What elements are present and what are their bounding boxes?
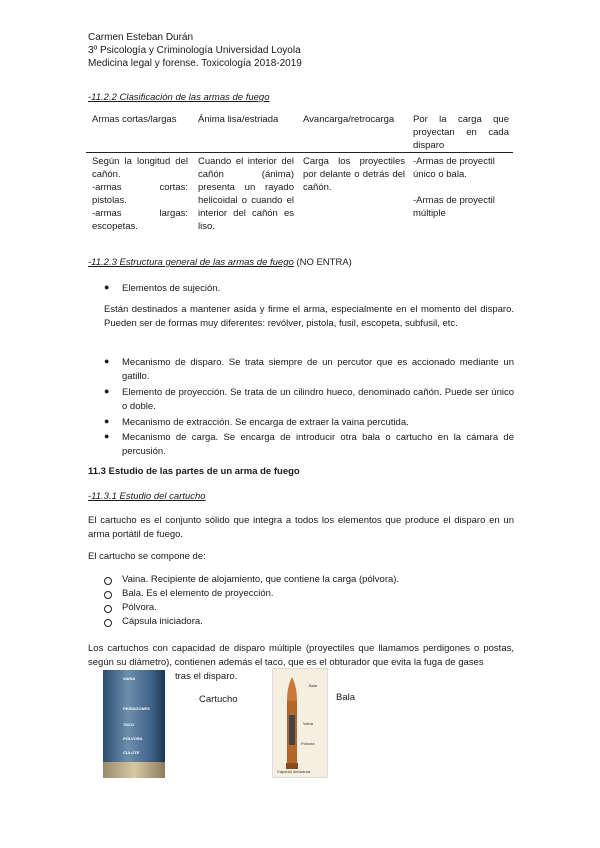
section-1123-note: (NO ENTRA) (293, 257, 352, 268)
header-author: Carmen Esteban Durán (88, 32, 194, 43)
bala-image (272, 668, 328, 778)
table-cell-anima: Cuando el interior del cañón (ánima) presenta un rayado helicoidal o cuando el interior del cañón es liso. (198, 156, 294, 232)
cell-text: -Armas de proyectil único o bala. (413, 156, 495, 180)
cartucho-image (103, 670, 165, 778)
bullet-dot: ● (104, 386, 110, 396)
cartucho-label: Cartucho (199, 694, 238, 705)
multiple-projectile-paragraph: Los cartuchos con capacidad de disparo múltiple (proyectiles que llamamos perdigones o postas, según su diámetro), contienen además el taco, que es el obturador que evita la fuga de gases (88, 643, 514, 668)
circle-bullet (104, 591, 112, 599)
cartucho-base (103, 762, 165, 778)
item-capsula: Cápsula iniciadora. (122, 616, 203, 627)
table-cell-length (92, 155, 188, 233)
item-vaina: Vaina. Recipiente de alojamiento, que contiene la carga (pólvora). (122, 574, 400, 585)
section-1122-title: -11.2.2 Clasificación de las armas de fuego (88, 92, 270, 103)
cartucho-definition: El cartucho es el conjunto sólido que integra a todos los elementos que produce el disparo en un arma portátil de fuego. (88, 515, 514, 540)
cartucho-part-label: VAINA (123, 676, 136, 681)
bullet-illustration (285, 675, 299, 771)
table-header-4: Por la carga que proyectan en cada disparo (413, 114, 509, 151)
section-113-number: 11.3 (88, 466, 106, 477)
bala-part-label: Pólvora (301, 741, 315, 746)
circle-bullet (104, 605, 112, 613)
circle-bullet (104, 577, 112, 585)
item-bala: Bala. Es el elemento de proyección. (122, 588, 274, 599)
bullet-extraccion: Mecanismo de extracción. Se encarga de extraer la vaina percutida. (122, 417, 409, 428)
bullet-proyeccion: Elemento de proyección. Se trata de un cilindro hueco, denominado cañón. Puede ser único o doble. (122, 387, 514, 412)
bala-part-label: Vaina (303, 721, 313, 726)
sujecion-paragraph: Están destinados a mantener asida y firme el arma, especialmente en el momento del disparo. Pueden ser de formas muy diferentes: revólver, pistola, fusil, escopeta, subfusil, etc. (104, 304, 514, 329)
table-cell-carga: Carga los proyectiles por delante o detrás del cañón. (303, 156, 405, 193)
bullet-disparo: Mecanismo de disparo. Se trata siempre de un percutor que es accionado mediante un gatillo. (122, 357, 514, 382)
bala-part-label: Cápsula Iniciadora (277, 769, 311, 774)
cell-text: -armas cortas: pistolas. (92, 182, 188, 206)
bala-part-label: Bala (309, 683, 318, 688)
bullet-dot: ● (104, 431, 110, 441)
table-cell-proyectil (413, 155, 509, 220)
section-113-title: Estudio de las partes de un arma de fuego (105, 466, 300, 477)
bullet-sujecion: Elementos de sujeción. (122, 283, 221, 294)
section-1123-heading (88, 257, 352, 268)
cell-text: -Armas de proyectil múltiple (413, 195, 495, 219)
cell-text: Según la longitud del cañón. (92, 156, 188, 180)
cartucho-part-label: CULOTE (123, 750, 140, 755)
header-course: 3º Psicología y Criminología Universidad Loyola (88, 45, 301, 56)
cartucho-part-label: TACO (123, 722, 135, 727)
bullet-dot: ● (104, 416, 110, 426)
circle-bullet (104, 619, 112, 627)
table-header-2: Ánima lisa/estriada (198, 114, 279, 125)
section-1123-title: -11.2.3 Estructura general de las armas de fuego (88, 257, 294, 268)
section-1131-title: -11.3.1 Estudio del cartucho (88, 491, 206, 502)
cartucho-compone: El cartucho se compone de: (88, 551, 206, 562)
cartucho-part-label: PERDIGONES (123, 706, 150, 711)
bullet-dot: ● (104, 282, 110, 292)
section-113-heading (88, 466, 300, 477)
header-subject: Medicina legal y forense. Toxicología 2018-2019 (88, 58, 302, 69)
table-header-1: Armas cortas/largas (92, 114, 177, 125)
bala-label: Bala (336, 692, 356, 703)
table-header-3: Avancarga/retrocarga (303, 114, 395, 125)
bullet-dot: ● (104, 356, 110, 366)
table-divider (86, 152, 513, 153)
bullet-carga: Mecanismo de carga. Se encarga de introducir otra bala o cartucho en la cámara de percusión. (122, 432, 514, 457)
item-polvora: Pólvora. (122, 602, 157, 613)
cell-text: -armas largas: escopetas. (92, 208, 188, 232)
cartucho-part-label: POLVORA (123, 736, 143, 741)
multiple-projectile-paragraph-end: tras el disparo. (175, 671, 238, 682)
